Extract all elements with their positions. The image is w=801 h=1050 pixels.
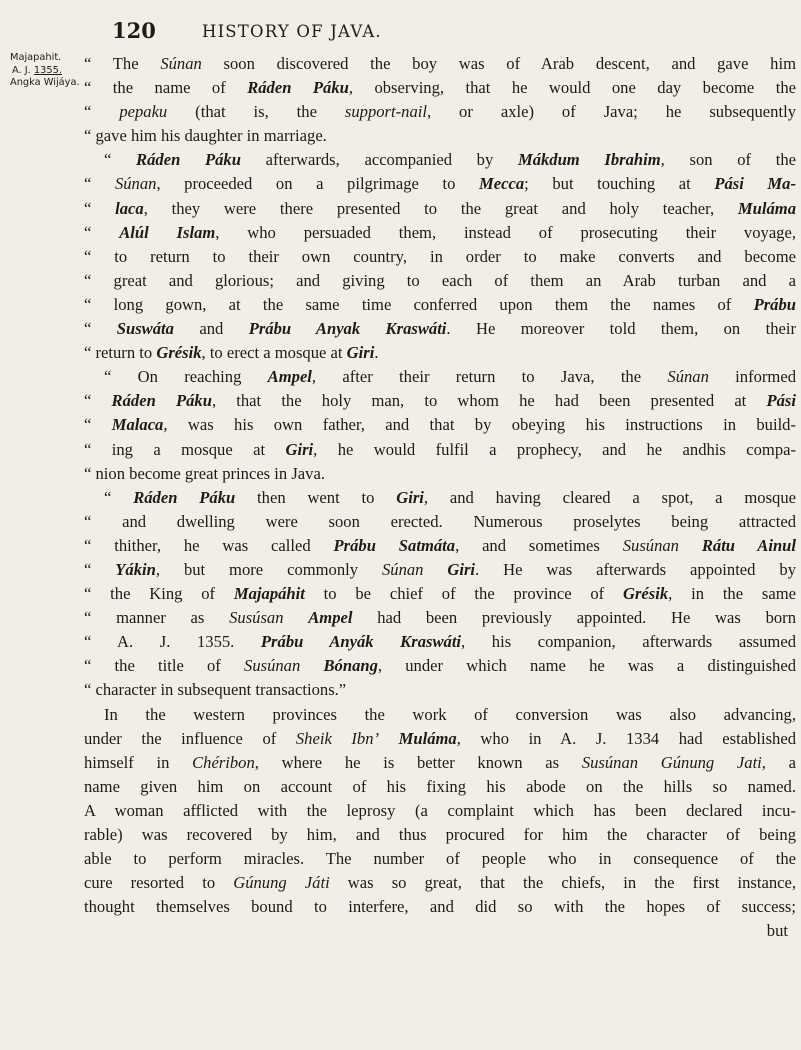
year-prefix: A. J.: [12, 64, 31, 76]
text-line: “ the name of Ráden Páku, observing, that he would one day become the: [84, 78, 796, 98]
text-line: cure resorted to Gúnung Játi was so great, that the chiefs, in the first instance,: [84, 873, 796, 893]
text-line: “ Malaca, was his own father, and that by obeying his instructions in build-: [84, 415, 797, 435]
page-number: 120: [112, 18, 156, 43]
text-line: but: [766, 921, 788, 941]
text-line: “ Ráden Páku then went to Giri, and having cleared a spot, a mosque: [104, 487, 796, 507]
margin-note-year: [10, 65, 80, 78]
text-line: “ pepaku (that is, the support-nail, or axle) of Java; he subsequently: [84, 102, 796, 122]
text-line: “ On reaching Ampel, after their return to Java, the Súnan informed: [104, 367, 796, 387]
text-line: “ Ráden Páku, that the holy man, to whom he had been presented at Pási: [84, 391, 796, 411]
text-line: “ Suswáta and Prábu Anyak Kraswáti. He moreover told them, on their: [84, 319, 796, 339]
text-line: “ character in subsequent transactions.”: [84, 680, 347, 700]
margin-notes: [10, 52, 80, 90]
text-line: “ thither, he was called Prábu Satmáta, and sometimes Susúnan Rátu Ainul: [84, 535, 797, 555]
margin-note-ruler: Angka Wijáya.: [10, 77, 80, 88]
text-line: name given him on account of his fixing his abode on the hills so named.: [84, 776, 796, 796]
page-header: [84, 16, 794, 44]
text-line: “ nion become great princes in Java.: [84, 463, 325, 483]
text-line: himself in Chéribon, where he is better known as Susúnan Gúnung Jati, a: [84, 752, 797, 772]
text-line: “ ing a mosque at Giri, he would fulfil a prophecy, and he andhis compa-: [84, 439, 797, 459]
text-line: “ Ráden Páku afterwards, accompanied by Mákdum Ibrahim, son of the: [104, 150, 796, 170]
body-text: [84, 52, 796, 943]
text-line: “ laca, they were there presented to the great and holy teacher, Muláma: [84, 198, 796, 218]
text-line: “ great and glorious; and giving to each of them an Arab turban and a: [84, 270, 796, 290]
text-line: able to perform miracles. The number of people who in consequence of the: [84, 849, 796, 869]
text-line: “ the King of Majapáhit to be chief of the province of Grésik, in the same: [84, 584, 796, 604]
text-line: A woman afflicted with the leprosy (a complaint which has been declared incu-: [84, 800, 796, 820]
text-line: “ Alúl Islam, who persuaded them, instead of prosecuting their voyage,: [84, 222, 796, 242]
text-line: “ the title of Susúnan Bónang, under which name he was a distinguished: [84, 656, 796, 676]
text-line: “ The Súnan soon discovered the boy was of Arab descent, and gave him: [84, 54, 796, 73]
margin-note-kingdom: Majapahit.: [10, 52, 62, 63]
text-line: “ to return to their own country, in order to make converts and become: [84, 246, 796, 266]
text-line: “ gave him his daughter in marriage.: [84, 126, 327, 146]
text-line: “ manner as Susúsan Ampel had been previously appointed. He was born: [84, 608, 797, 628]
running-title: HISTORY OF JAVA.: [202, 22, 382, 41]
text-line: “ A. J. 1355. Prábu Anyák Kraswáti, his companion, afterwards assumed: [84, 632, 797, 652]
text-line: “ long gown, at the same time conferred upon them the names of Prábu: [84, 294, 796, 314]
year-value: 1355.: [33, 64, 62, 76]
text-line: “ return to Grésik, to erect a mosque at Giri.: [84, 343, 379, 363]
text-line: under the influence of Sheik Ibn’ Muláma, who in A. J. 1334 had established: [84, 728, 797, 748]
text-line: “ Súnan, proceeded on a pilgrimage to Mecca; but touching at Pási Ma-: [84, 174, 797, 194]
text-line: rable) was recovered by him, and thus procured for him the character of being: [84, 825, 796, 844]
text-line: “ and dwelling were soon erected. Numerous proselytes being attracted: [84, 511, 796, 531]
text-line: “ Yákin, but more commonly Súnan Giri. He was afterwards appointed by: [84, 559, 796, 579]
text-line: thought themselves bound to interfere, and did so with the hopes of success;: [84, 897, 796, 917]
text-line: In the western provinces the work of conversion was also advancing,: [104, 704, 796, 724]
